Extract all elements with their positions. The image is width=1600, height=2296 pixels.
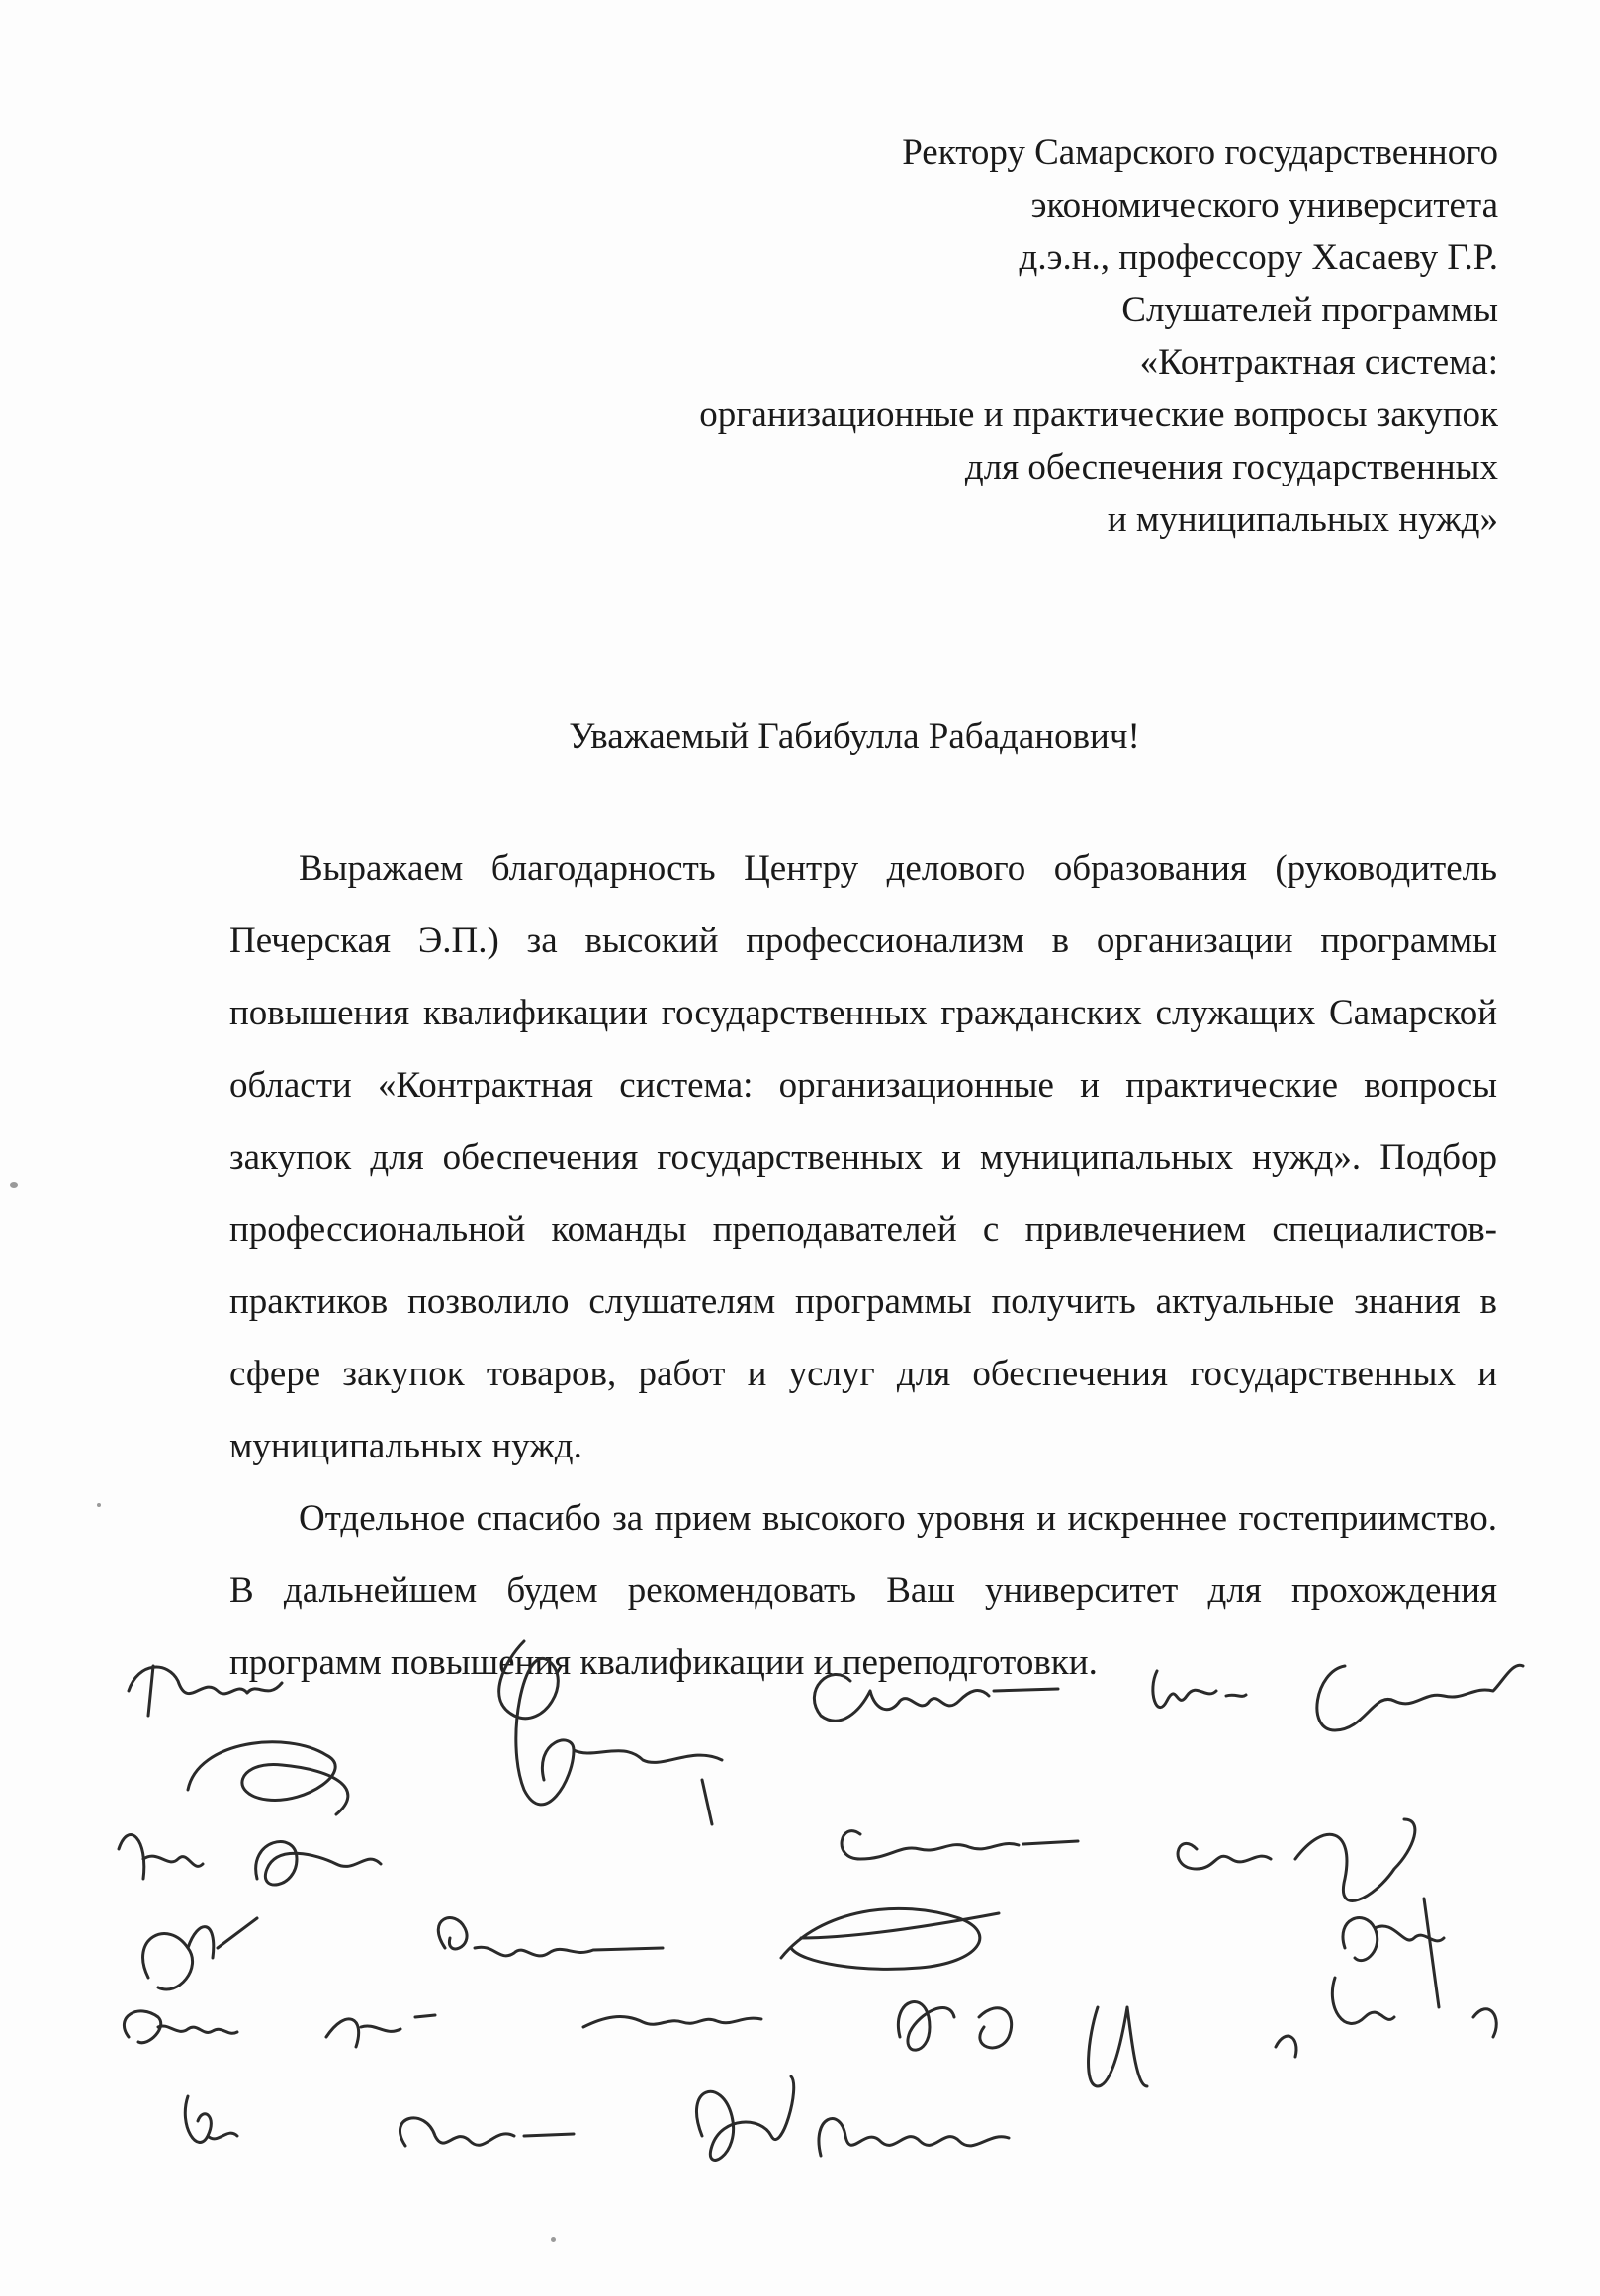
signature <box>185 2096 237 2142</box>
signature <box>898 2002 954 2051</box>
signature <box>696 2076 793 2160</box>
signature <box>814 1674 1058 1721</box>
scan-speck <box>97 1503 101 1507</box>
letter-body <box>229 833 1497 1699</box>
signature <box>124 2011 237 2043</box>
signature <box>129 1666 282 1716</box>
signature <box>188 1742 348 1814</box>
signature <box>256 1842 381 1885</box>
signature <box>143 1918 257 1989</box>
addressee-line: экономического университета <box>1030 185 1498 225</box>
signature <box>1089 2007 1147 2086</box>
scan-speck <box>10 1182 18 1188</box>
body-paragraph: Отдельное спасибо за прием высокого уровня и искреннее гостеприимство. В дальнейшем будем рекомендовать Ваш университет для прохождения программ повышения квалификации и переподготовки. <box>229 1498 1497 1683</box>
signature <box>1332 1978 1394 2023</box>
addressee-line: «Контрактная система: <box>1139 342 1498 383</box>
addressee-line: Слушателей программы <box>1121 290 1498 330</box>
addressee-line: для обеспечения государственных <box>964 447 1498 487</box>
signature <box>326 2015 435 2047</box>
signature <box>1276 2036 1296 2057</box>
salutation-text: Уважаемый Габибулла Рабаданович! <box>569 716 1140 756</box>
addressee-line: Ректору Самарского государственного <box>902 132 1498 173</box>
addressee-block <box>593 127 1498 546</box>
signature <box>781 1908 999 1969</box>
signature <box>1153 1671 1246 1708</box>
salutation <box>0 712 1600 761</box>
addressee-line: организационные и практические вопросы закупок <box>699 395 1498 435</box>
signature <box>842 1831 1078 1859</box>
scan-speck <box>551 2237 556 2242</box>
signature <box>499 1641 722 1824</box>
addressee-line: д.э.н., профессору Хасаеву Г.Р. <box>1019 237 1498 278</box>
signature <box>1473 2009 1496 2037</box>
addressee-line: и муниципальных нужд» <box>1107 499 1498 540</box>
signature <box>819 2119 1009 2156</box>
signature <box>119 1835 203 1879</box>
body-paragraph: Выражаем благодарность Центру делового образования (руководитель Печерская Э.П.) за высокий профессионализм в организации программы повышения квалификации государственных гражданских служащих Самарской области «Контрактная система: организационные и практические вопросы закупок для обеспечения государственных и муниципальных нужд». Подбор профессиональной команды преподавателей с привлечением специалистов-практиков позволило слушателям программы получить актуальные знания в сфере закупок товаров, работ и услуг для обеспечения государственных и муниципальных нужд. <box>229 848 1497 1466</box>
signature <box>1178 1819 1415 1900</box>
signature <box>1317 1665 1523 1730</box>
signature <box>438 1918 663 1956</box>
signatures-drawing <box>109 1622 1553 2254</box>
signature <box>1343 1899 1444 2007</box>
signatures-area <box>109 1622 1553 2254</box>
signature <box>979 2008 1012 2048</box>
signature <box>583 2017 761 2027</box>
signature <box>400 2118 574 2146</box>
